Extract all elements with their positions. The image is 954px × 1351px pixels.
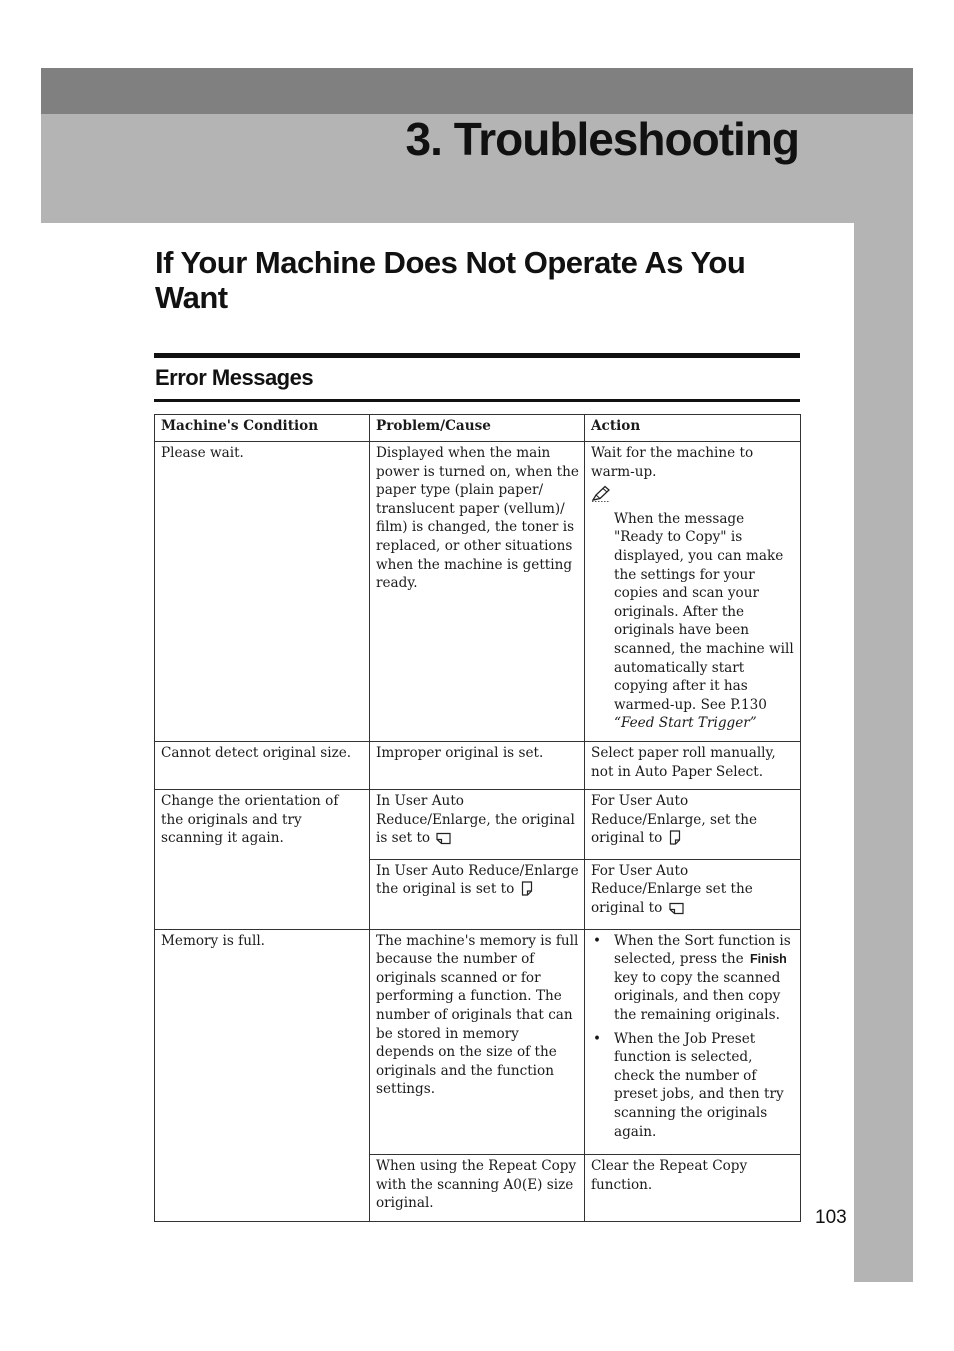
portrait-original-icon — [669, 830, 681, 851]
action-cell: Clear the Repeat Copy function. — [585, 1155, 801, 1222]
action-cell — [585, 929, 801, 1155]
table-row — [155, 929, 801, 1155]
cause-text: In User Auto Reduce/Enlarge the original is set to — [376, 862, 579, 898]
subsection-title: Error Messages — [155, 365, 314, 390]
cause-text: In User Auto Reduce/Enlarge, the original is set to — [376, 793, 575, 847]
action-cell — [585, 790, 801, 860]
table-header-row — [155, 415, 801, 442]
subsection-rule — [154, 399, 800, 402]
action-cell: Select paper roll manually, not in Auto Paper Select. — [585, 741, 801, 789]
table-row — [155, 442, 801, 742]
list-item-text: key to copy the scanned originals, and then copy the remaining originals. — [614, 969, 781, 1024]
list-item: • When the Job Preset function is selected, check the number of preset jobs, and then try scanning the originals again. — [591, 1030, 795, 1142]
condition-cell: Please wait. — [155, 442, 370, 742]
action-text: For User Auto Reduce/Enlarge set the original to — [591, 862, 753, 917]
side-tab — [854, 223, 913, 1282]
cause-cell — [370, 859, 585, 929]
landscape-original-icon — [669, 902, 684, 921]
header-action: Action — [585, 415, 801, 442]
portrait-original-icon — [521, 881, 533, 902]
finish-key-label: Finish — [750, 952, 787, 967]
header-condition: Machine's Condition — [155, 415, 370, 442]
action-cell — [585, 859, 801, 929]
action-text: For User Auto Reduce/Enlarge, set the original to — [591, 793, 758, 847]
cause-cell: Displayed when the main power is turned on, when the paper type (plain paper/ translucent paper (vellum)/ film) is changed, the toner is replaced, or other situations when the machine is getting ready. — [370, 442, 585, 742]
action-text: Wait for the machine to warm-up. — [591, 445, 754, 480]
section-rule — [154, 353, 800, 358]
table-row — [155, 741, 801, 789]
condition-cell: Change the orientation of the originals and try scanning it again. — [155, 790, 370, 930]
header-cause: Problem/Cause — [370, 415, 585, 442]
chapter-band-dark — [41, 68, 913, 114]
list-item — [591, 932, 795, 1025]
condition-cell: Cannot detect original size. — [155, 741, 370, 789]
table-row — [155, 790, 801, 860]
cause-cell — [370, 790, 585, 860]
page-number: 103 — [815, 1207, 847, 1228]
action-cell — [585, 442, 801, 742]
action-list — [591, 932, 795, 1142]
cause-cell: The machine's memory is full because the number of originals scanned or for performing a function. The number of originals that can be stored in memory depends on the size of the originals and the function settings. — [370, 929, 585, 1155]
section-title: If Your Machine Does Not Operate As You Want — [155, 245, 746, 315]
cause-cell: When using the Repeat Copy with the scanning A0(E) size original. — [370, 1155, 585, 1222]
note-reference-link[interactable]: “Feed Start Trigger” — [614, 715, 757, 732]
pencil-note-icon — [591, 485, 611, 508]
note-text — [614, 510, 795, 733]
note-body: When the message "Ready to Copy" is displayed, you can make the settings for your copies and scan your originals. After the originals have been scanned, the machine will automatically start copying after it has warmed-up. See P.130 — [614, 510, 794, 713]
condition-cell: Memory is full. — [155, 929, 370, 1221]
error-messages-table — [154, 414, 801, 1222]
cause-cell: Improper original is set. — [370, 741, 585, 789]
chapter-title: 3. Troubleshooting — [405, 113, 799, 165]
list-item-text: When the Sort function is selected, press the — [614, 932, 791, 968]
landscape-original-icon — [436, 832, 451, 851]
